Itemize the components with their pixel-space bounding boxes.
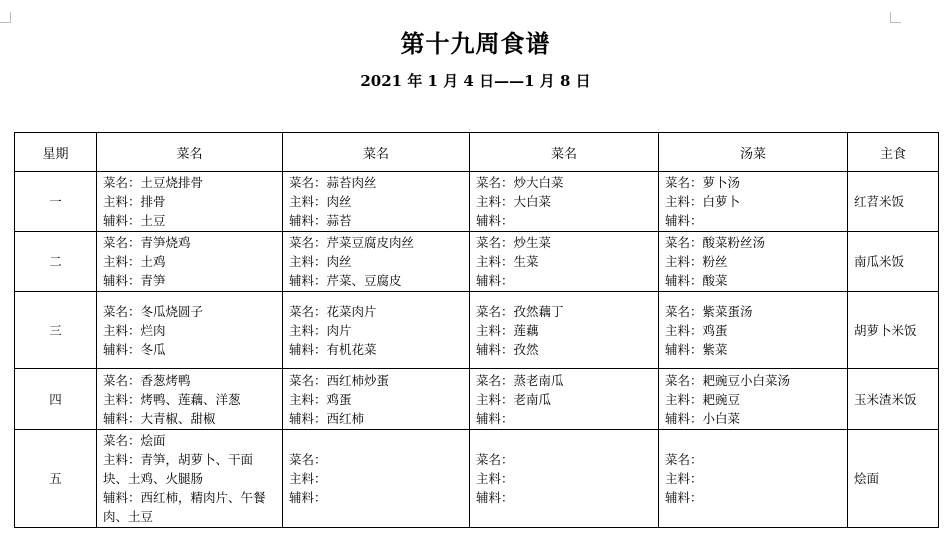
side-ingredient: 辅料：青笋 — [103, 273, 166, 288]
main-ingredient: 主料：肉片 — [289, 322, 352, 338]
dish-name: 菜名：蒜苔肉丝 — [289, 175, 377, 190]
main-ingredient: 主料：排骨 — [103, 194, 166, 209]
side-ingredient: 辅料： — [476, 273, 514, 288]
dish-cell — [283, 172, 470, 232]
dish-cell — [283, 369, 470, 430]
dish-cell — [283, 430, 470, 528]
side-ingredient: 辅料：紫菜 — [665, 341, 728, 357]
dish-name: 菜名：炒生菜 — [476, 235, 552, 250]
dish-cell — [470, 369, 659, 430]
main-ingredient: 主料：鸡蛋 — [289, 391, 352, 407]
header-dish-1: 菜名 — [97, 133, 283, 172]
dish-name: 菜名：孜然藕丁 — [476, 303, 564, 319]
soup-cell — [659, 430, 848, 528]
dish-cell — [283, 232, 470, 292]
dish-name: 菜名：芹菜豆腐皮肉丝 — [289, 235, 415, 250]
header-dish-3: 菜名 — [470, 133, 659, 172]
side-ingredient: 辅料：酸菜 — [665, 273, 728, 288]
dish-name: 菜名：冬瓜烧圆子 — [103, 303, 204, 319]
header-staple: 主食 — [848, 133, 939, 172]
side-ingredient: 辅料：大青椒、甜椒 — [103, 410, 216, 426]
weekday-cell: 五 — [15, 430, 97, 528]
dish-name: 菜名：香葱烤鸭 — [103, 372, 191, 388]
header-dish-2: 菜名 — [283, 133, 470, 172]
dish-name: 菜名：青笋烧鸡 — [103, 235, 191, 250]
soup-cell — [659, 172, 848, 232]
staple-cell: 红苕米饭 — [848, 172, 939, 232]
dish-name: 菜名：西红柿炒蛋 — [289, 372, 390, 388]
header-soup: 汤菜 — [659, 133, 848, 172]
main-ingredient: 主料：肉丝 — [289, 194, 352, 209]
dish-name: 菜名：紫菜蛋汤 — [665, 303, 753, 319]
dish-name: 菜名： — [289, 452, 327, 467]
side-ingredient: 辅料： — [476, 213, 514, 228]
main-ingredient: 主料：耙豌豆 — [665, 391, 741, 407]
side-ingredient: 辅料：冬瓜 — [103, 341, 166, 357]
main-ingredient: 主料：莲藕 — [476, 322, 539, 338]
dish-cell — [97, 232, 283, 292]
dish-name: 菜名：炒大白菜 — [476, 175, 564, 190]
weekday-cell: 二 — [15, 232, 97, 292]
table-row — [15, 292, 939, 369]
main-ingredient: 主料：肉丝 — [289, 254, 352, 269]
main-ingredient: 主料：鸡蛋 — [665, 322, 728, 338]
weekday-cell: 四 — [15, 369, 97, 430]
main-ingredient: 主料：烂肉 — [103, 322, 166, 338]
dish-name: 菜名：蒸老南瓜 — [476, 372, 564, 388]
main-ingredient: 主料：粉丝 — [665, 254, 728, 269]
side-ingredient: 辅料： — [476, 490, 514, 505]
side-ingredient: 辅料：孜然 — [476, 341, 539, 357]
side-ingredient: 辅料： — [665, 490, 703, 505]
weekday-cell: 一 — [15, 172, 97, 232]
dish-name: 菜名：酸菜粉丝汤 — [665, 235, 766, 250]
weekday-cell: 三 — [15, 292, 97, 369]
dish-cell — [470, 292, 659, 369]
dish-name: 菜名： — [476, 452, 514, 467]
table-row — [15, 430, 939, 528]
main-ingredient: 主料：老南瓜 — [476, 391, 552, 407]
main-ingredient: 主料：土鸡 — [103, 254, 166, 269]
soup-cell — [659, 232, 848, 292]
weekly-menu-table — [14, 132, 939, 528]
side-ingredient: 辅料：西红柿 — [289, 410, 365, 426]
main-ingredient: 主料：大白菜 — [476, 194, 552, 209]
dish-name: 菜名：萝卜汤 — [665, 175, 741, 190]
dish-cell — [97, 430, 283, 528]
table-row — [15, 172, 939, 232]
main-ingredient: 主料：烤鸭、莲藕、洋葱 — [103, 391, 241, 407]
main-ingredient: 主料： — [289, 471, 327, 486]
staple-cell: 烩面 — [848, 430, 939, 528]
main-ingredient: 主料： — [665, 471, 703, 486]
main-ingredient: 主料：生菜 — [476, 254, 539, 269]
table-row — [15, 232, 939, 292]
side-ingredient: 辅料：西红柿，精肉片、午餐肉、土豆 — [103, 490, 266, 524]
table-header-row — [15, 133, 939, 172]
staple-cell: 玉米渣米饭 — [848, 369, 939, 430]
dish-cell — [97, 292, 283, 369]
main-ingredient: 主料：白萝卜 — [665, 194, 741, 209]
side-ingredient: 辅料：小白菜 — [665, 410, 741, 426]
dish-cell — [97, 369, 283, 430]
page-title: 第十九周食谱 — [400, 29, 551, 58]
side-ingredient: 辅料： — [289, 490, 327, 505]
main-ingredient: 主料：青笋，胡萝卜、干面块、土鸡、火腿肠 — [103, 452, 254, 486]
page-corner-mark-left — [0, 12, 11, 23]
dish-cell — [470, 232, 659, 292]
date-range: 2021 年 1 月 4 日——1 月 8 日 — [360, 72, 591, 90]
dish-cell — [470, 430, 659, 528]
page-corner-mark-right — [890, 12, 901, 23]
table-row — [15, 369, 939, 430]
dish-name: 菜名：烩面 — [103, 433, 166, 448]
side-ingredient: 辅料：蒜苔 — [289, 213, 352, 228]
soup-cell — [659, 369, 848, 430]
side-ingredient: 辅料： — [665, 213, 703, 228]
main-ingredient: 主料： — [476, 471, 514, 486]
dish-cell — [97, 172, 283, 232]
header-weekday: 星期 — [15, 133, 97, 172]
side-ingredient: 辅料：土豆 — [103, 213, 166, 228]
dish-name: 菜名： — [665, 452, 703, 467]
dish-cell — [283, 292, 470, 369]
side-ingredient: 辅料：芹菜、豆腐皮 — [289, 273, 402, 288]
side-ingredient: 辅料： — [476, 410, 514, 426]
dish-name: 菜名：土豆烧排骨 — [103, 175, 204, 190]
side-ingredient: 辅料：有机花菜 — [289, 341, 377, 357]
dish-cell — [470, 172, 659, 232]
dish-name: 菜名：花菜肉片 — [289, 303, 377, 319]
dish-name: 菜名：耙豌豆小白菜汤 — [665, 372, 791, 388]
soup-cell — [659, 292, 848, 369]
staple-cell: 南瓜米饭 — [848, 232, 939, 292]
staple-cell: 胡萝卜米饭 — [848, 292, 939, 369]
